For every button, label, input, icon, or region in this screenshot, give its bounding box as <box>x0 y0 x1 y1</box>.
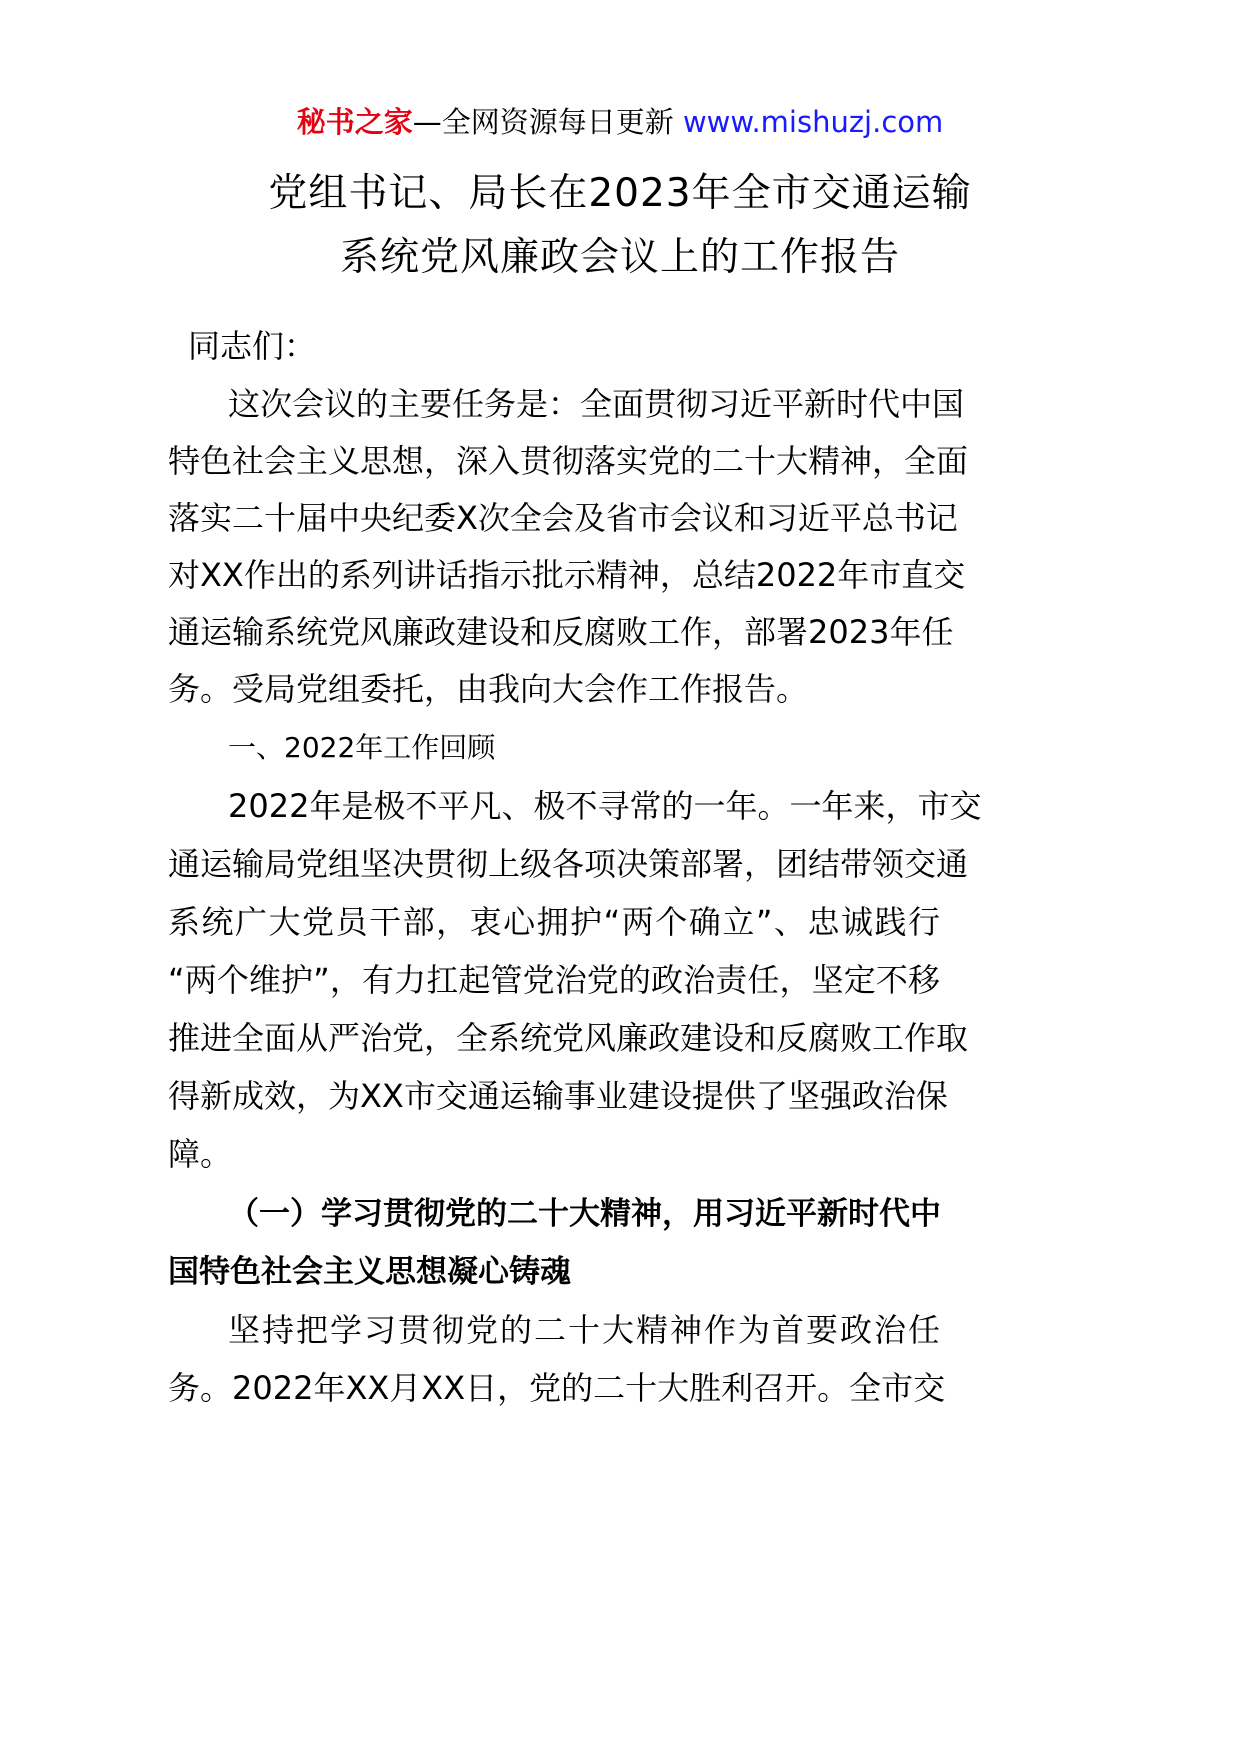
salutation: 同志们： <box>188 327 317 365</box>
document-title-line-1: 党组书记、局长在2023年全市交通运输 <box>268 171 972 216</box>
paragraph-line: 推进全面从严治党，全系统党风廉政建设和反腐败工作取 <box>168 1019 969 1057</box>
brand-name: 秘书之家 <box>296 105 413 139</box>
brand-slogan: —全网资源每日更新 <box>412 105 674 139</box>
paragraph-line: 务。2022年XX月XX日，党的二十大胜利召开。全市交 <box>168 1369 946 1407</box>
watermark-header <box>0 100 1240 144</box>
paragraph-line: 得新成效，为XX市交通运输事业建设提供了坚强政治保 <box>168 1077 948 1115</box>
document-title-line-2: 系统党风廉政会议上的工作报告 <box>339 235 900 280</box>
paragraph-line: 坚持把学习贯彻党的二十大精神作为首要政治任 <box>228 1311 940 1349</box>
paragraph-line: 障。 <box>168 1135 233 1173</box>
paragraph-line: 特色社会主义思想，深入贯彻落实党的二十大精神，全面 <box>168 442 969 480</box>
paragraph-line: 系统广大党员干部，衷心拥护“两个确立”、忠诚践行 <box>168 903 940 941</box>
paragraph-line: 落实二十届中央纪委X次全会及省市会议和习近平总书记 <box>168 499 958 537</box>
paragraph-line: 这次会议的主要任务是：全面贯彻习近平新时代中国 <box>228 385 965 423</box>
subsection-heading: （一）学习贯彻党的二十大精神，用习近平新时代中 <box>228 1196 941 1232</box>
paragraph-line: “两个维护”，有力扛起管党治党的政治责任，坚定不移 <box>168 961 940 999</box>
paragraph-line: 通运输系统党风廉政建设和反腐败工作，部署2023年任 <box>168 613 954 651</box>
paragraph-line: 通运输局党组坚决贯彻上级各项决策部署，团结带领交通 <box>168 845 969 883</box>
subsection-heading: 国特色社会主义思想凝心铸魂 <box>168 1254 571 1290</box>
paragraph-line: 务。受局党组委托，由我向大会作工作报告。 <box>168 670 809 708</box>
section-heading: 一、2022年工作回顾 <box>228 731 496 764</box>
paragraph-line: 2022年是极不平凡、极不寻常的一年。一年来，市交 <box>228 787 982 825</box>
paragraph-line: 对XX作出的系列讲话指示批示精神，总结2022年市直交 <box>168 556 966 594</box>
site-link[interactable]: www.mishuzj.com <box>682 105 944 139</box>
